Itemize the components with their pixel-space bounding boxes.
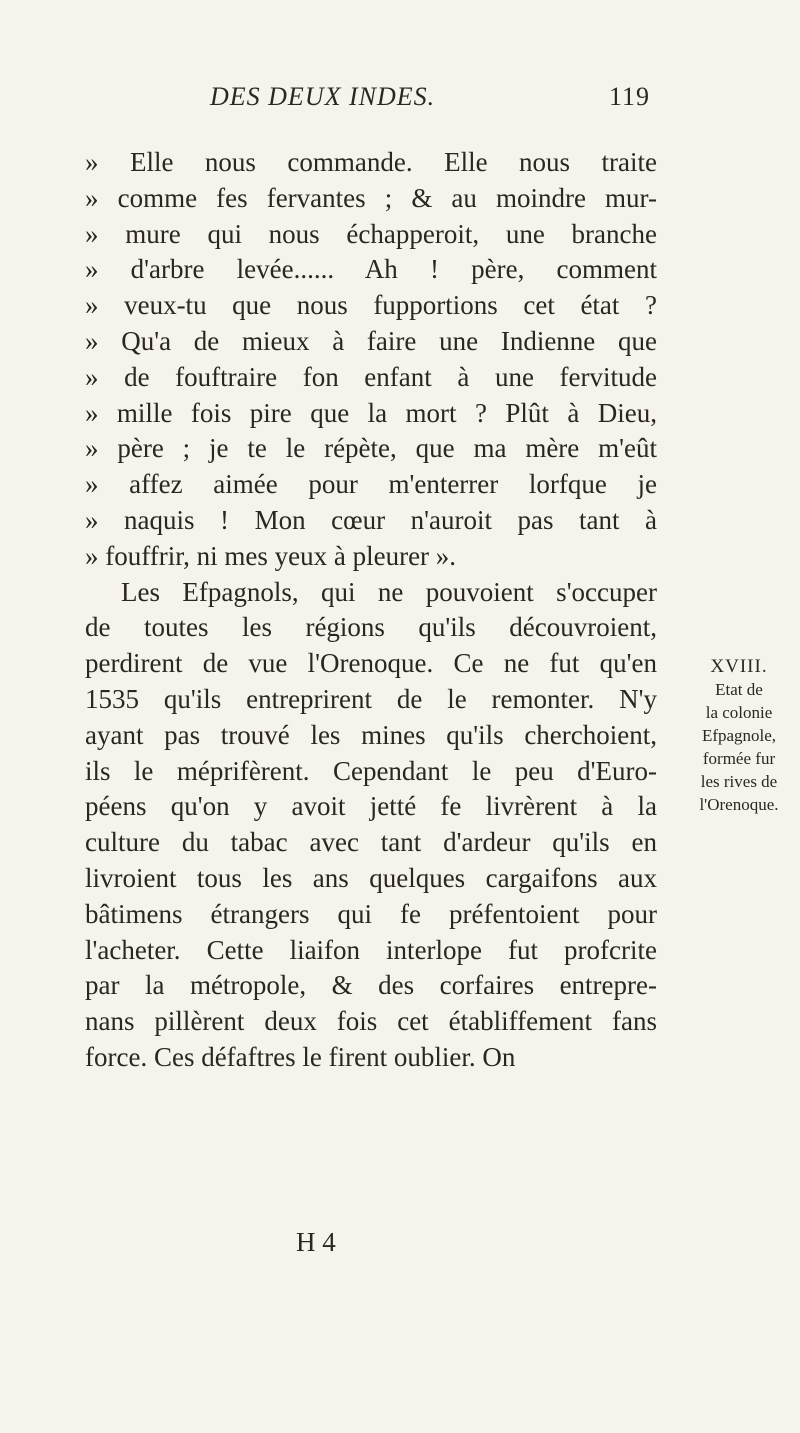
text-line: livroient tous les ans quelques cargaifons aux	[85, 862, 657, 893]
text-line: » d'arbre levée...... Ah ! père, comment	[85, 254, 657, 285]
margin-note-line: les rives de	[700, 772, 778, 791]
text-line: ils le méprifèrent. Cependant le peu d'Euro-	[85, 755, 657, 786]
text-line: » Qu'a de mieux à faire une Indienne que	[85, 325, 657, 356]
text-line: » Elle nous commande. Elle nous traite	[85, 147, 657, 177]
running-header	[210, 82, 650, 112]
text-line: » de fouftraire fon enfant à une fervitude	[85, 361, 657, 392]
text-line: culture du tabac avec tant d'ardeur qu'ils en	[85, 827, 657, 858]
body-text	[85, 145, 657, 1076]
margin-note-line: Etat de	[715, 680, 763, 699]
text-line: » mure qui nous échapperoit, une branche	[85, 218, 657, 249]
text-line: » mille fois pire que la mort ? Plût à Dieu,	[85, 397, 657, 428]
text-line: 1535 qu'ils entreprirent de le remonter. N'y	[85, 683, 657, 714]
text-line: l'acheter. Cette liaifon interlope fut profcrite	[85, 934, 657, 965]
paragraph-start-line: Les Efpagnols, qui ne pouvoient s'occuper	[121, 576, 657, 607]
text-line: » naquis ! Mon cœur n'auroit pas tant à	[85, 504, 657, 535]
margin-note	[680, 655, 798, 816]
text-line: force. Ces défaftres le firent oublier. On	[85, 1041, 516, 1072]
margin-note-line: la colonie	[705, 703, 773, 722]
page-number: 119	[608, 82, 650, 111]
text-line: » père ; je te le répète, que ma mère m'eût	[85, 433, 657, 464]
text-line: péens qu'on y avoit jetté fe livrèrent à la	[85, 791, 657, 822]
signature-mark: H 4	[296, 1227, 336, 1257]
text-line: » affez aimée pour m'enterrer lorfque je	[85, 469, 657, 500]
text-line: par la métropole, & des corfaires entrepre-	[85, 970, 657, 1001]
text-line: nans pillèrent deux fois cet établiffement fans	[85, 1006, 657, 1037]
margin-note-number: XVIII.	[710, 656, 768, 677]
text-line: » fouffrir, ni mes yeux à pleurer ».	[85, 540, 457, 571]
margin-note-line: Efpagnole,	[701, 726, 777, 745]
text-line: bâtimens étrangers qui fe préfentoient pour	[85, 898, 657, 929]
text-line: perdirent de vue l'Orenoque. Ce ne fut qu'en	[85, 648, 657, 679]
text-line: » comme fes fervantes ; & au moindre mur-	[85, 182, 657, 213]
text-line: » veux-tu que nous fupportions cet état ?	[85, 290, 657, 321]
running-title: DES DEUX INDES.	[210, 82, 436, 111]
text-line: de toutes les régions qu'ils découvroient,	[85, 612, 657, 643]
text-line: ayant pas trouvé les mines qu'ils cherchoient,	[85, 719, 657, 750]
margin-note-line: formée fur	[702, 749, 776, 768]
margin-note-line: l'Orenoque.	[699, 795, 779, 814]
